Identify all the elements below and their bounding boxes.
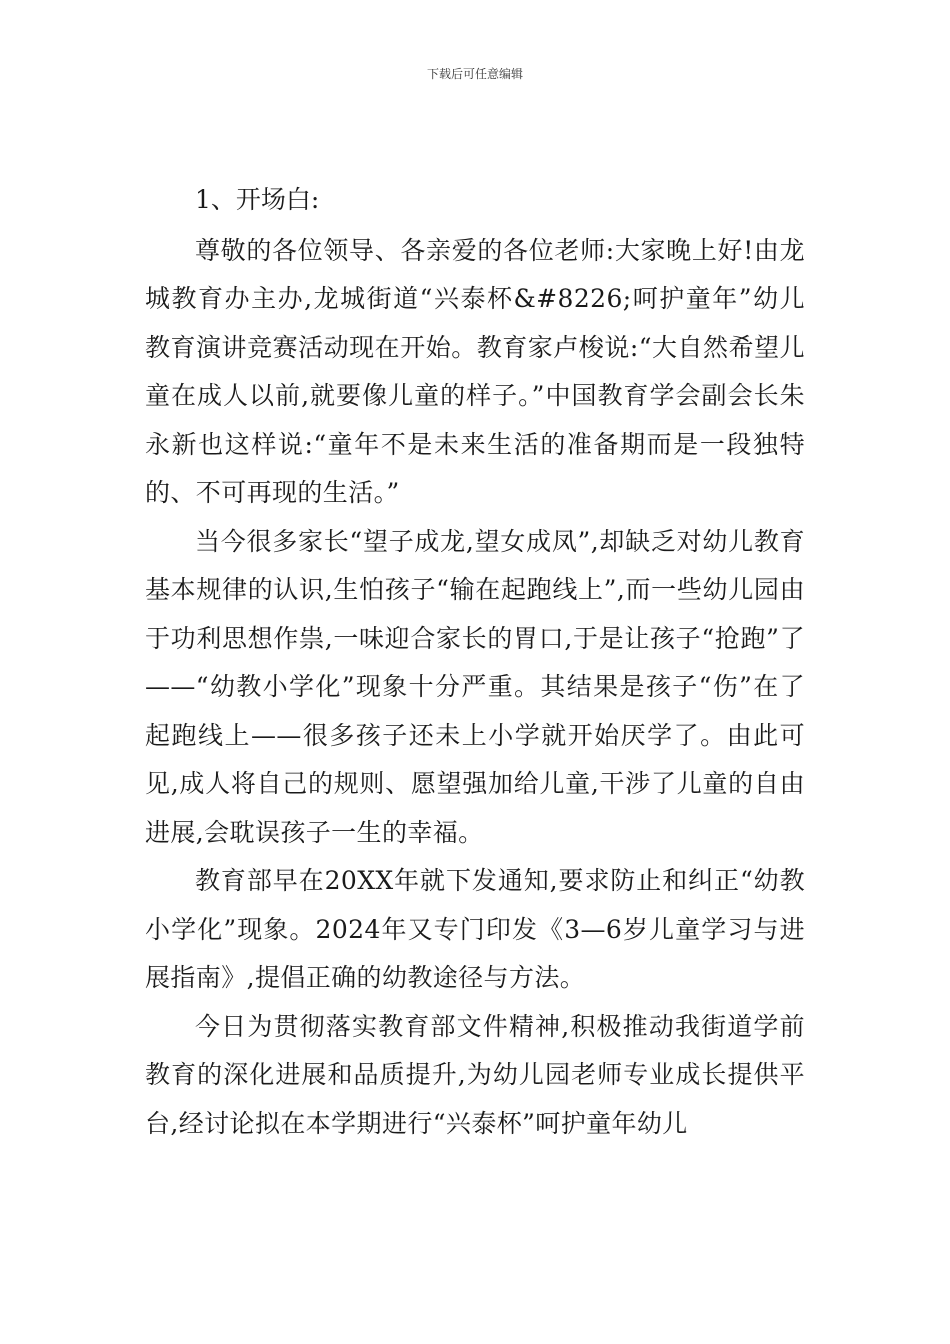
- paragraph-parents-concern: 当今很多家长“望子成龙,望女成凤”,却缺乏对幼儿教育基本规律的认识,生怕孩子“输在起跑线上”,而一些幼儿园由于功利思想作祟,一味迎合家长的胃口,于是让孩子“抢跑”了——“幼教小学化”现象十分严重。其结果是孩子“伤”在了起跑线上——很多孩子还未上小学就开始厌学了。由此可见,成人将自己的规则、愿望强加给儿童,干涉了儿童的自由进展,会耽误孩子一生的幸福。: [145, 526, 805, 847]
- paragraph-opening-greeting: 尊敬的各位领导、各亲爱的各位老师:大家晚上好!由龙城教育办主办,龙城街道“兴泰杯&#8226;呵护童年”幼儿教育演讲竞赛活动现在开始。教育家卢梭说:“大自然希望儿童在成人以前,就要像儿童的样子。”中国教育学会副会长朱永新也这样说:“童年不是未来生活的准备期而是一段独特的、不可再现的生活。”: [145, 235, 805, 507]
- paragraph-ministry-notice: 教育部早在20XX年就下发通知,要求防止和纠正“幼教小学化”现象。2024年又专门印发《3—6岁儿童学习与进展指南》,提倡正确的幼教途径与方法。: [145, 866, 805, 992]
- paragraph-today-purpose: 今日为贯彻落实教育部文件精神,积极推动我街道学前教育的深化进展和品质提升,为幼儿园老师专业成长提供平台,经讨论拟在本学期进行“兴泰杯”呵护童年幼儿: [145, 1011, 805, 1138]
- section-heading: 1、开场白:: [195, 185, 320, 214]
- page-header-note: 下载后可任意编辑: [426, 67, 523, 81]
- document-body: [145, 176, 805, 1148]
